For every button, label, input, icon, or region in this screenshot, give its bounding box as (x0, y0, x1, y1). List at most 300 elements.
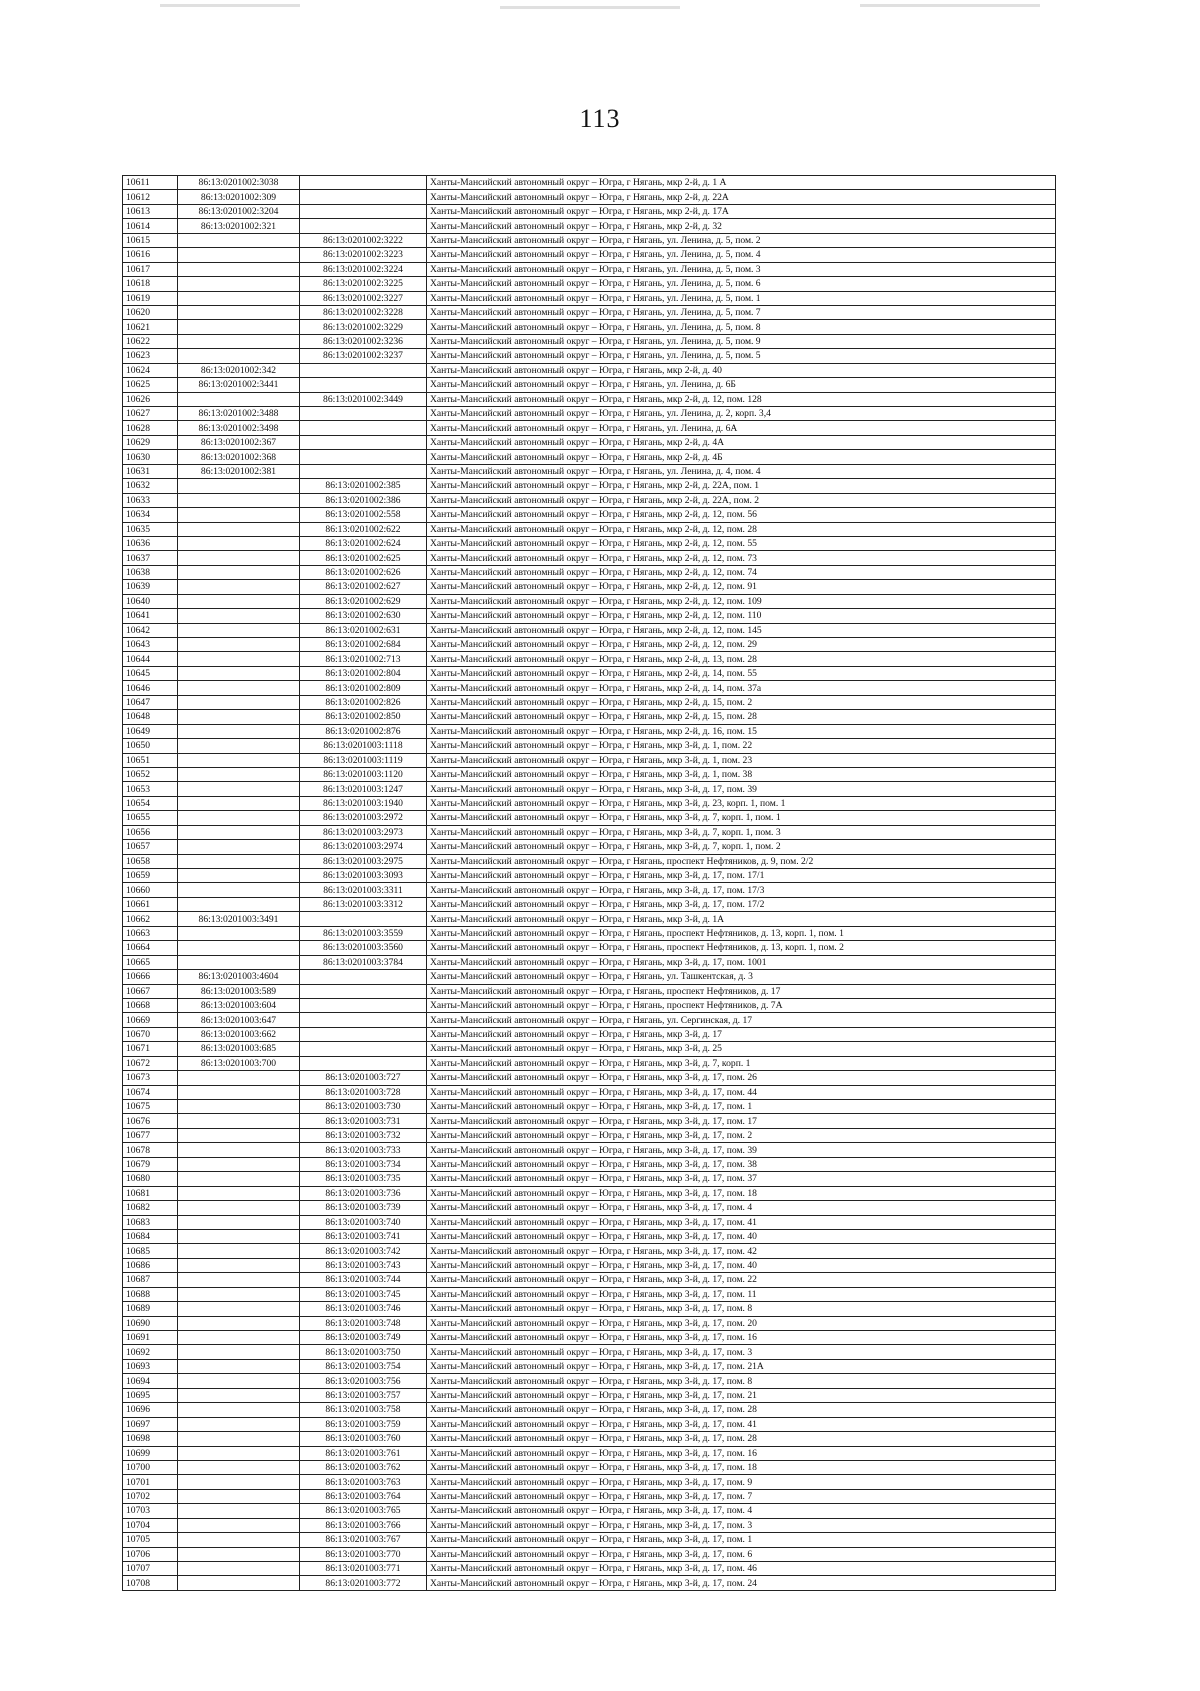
address-cell: Ханты-Мансийский автономный округ – Югра, г Нягань, мкр 2-й, д. 13, пом. 28 (427, 652, 1056, 666)
row-number-cell: 10653 (123, 782, 178, 796)
cadastral-number-land-cell: 86:13:0201002:368 (178, 450, 300, 464)
row-number-cell: 10688 (123, 1287, 178, 1301)
cadastral-number-premises-cell (300, 176, 427, 190)
address-cell: Ханты-Мансийский автономный округ – Югра, г Нягань, ул. Ленина, д. 6А (427, 421, 1056, 435)
address-cell: Ханты-Мансийский автономный округ – Югра, г Нягань, мкр 3-й, д. 7, корп. 1 (427, 1056, 1056, 1070)
address-cell: Ханты-Мансийский автономный округ – Югра, г Нягань, ул. Ленина, д. 6Б (427, 378, 1056, 392)
table-row (123, 1576, 1056, 1590)
address-cell: Ханты-Мансийский автономный округ – Югра, г Нягань, мкр 3-й, д. 17, пом. 6 (427, 1547, 1056, 1561)
cadastral-number-land-cell (178, 724, 300, 738)
row-number-cell: 10618 (123, 277, 178, 291)
row-number-cell: 10615 (123, 233, 178, 247)
cadastral-number-premises-cell: 86:13:0201003:732 (300, 1128, 427, 1142)
cadastral-number-premises-cell (300, 435, 427, 449)
cadastral-number-premises-cell: 86:13:0201002:630 (300, 609, 427, 623)
cadastral-number-premises-cell: 86:13:0201003:728 (300, 1085, 427, 1099)
cadastral-number-premises-cell: 86:13:0201002:625 (300, 551, 427, 565)
table-row (123, 522, 1056, 536)
cadastral-number-land-cell (178, 1302, 300, 1316)
cadastral-number-premises-cell: 86:13:0201002:3222 (300, 233, 427, 247)
table-row (123, 1128, 1056, 1142)
address-cell: Ханты-Мансийский автономный округ – Югра, г Нягань, ул. Ленина, д. 5, пом. 5 (427, 349, 1056, 363)
table-row (123, 1489, 1056, 1503)
cadastral-number-land-cell: 86:13:0201003:4604 (178, 970, 300, 984)
row-number-cell: 10639 (123, 580, 178, 594)
row-number-cell: 10622 (123, 334, 178, 348)
cadastral-number-land-cell (178, 536, 300, 550)
address-cell: Ханты-Мансийский автономный округ – Югра, г Нягань, проспект Нефтяников, д. 13, корп. 1, пом. 2 (427, 941, 1056, 955)
table-row (123, 1460, 1056, 1474)
cadastral-number-premises-cell: 86:13:0201003:3559 (300, 926, 427, 940)
cadastral-number-land-cell (178, 1359, 300, 1373)
cadastral-number-land-cell: 86:13:0201002:381 (178, 464, 300, 478)
cadastral-number-land-cell (178, 1287, 300, 1301)
table-row (123, 767, 1056, 781)
row-number-cell: 10685 (123, 1244, 178, 1258)
address-cell: Ханты-Мансийский автономный округ – Югра, г Нягань, мкр 2-й, д. 12, пом. 74 (427, 565, 1056, 579)
cadastral-number-land-cell (178, 739, 300, 753)
cadastral-number-premises-cell (300, 450, 427, 464)
row-number-cell: 10687 (123, 1273, 178, 1287)
cadastral-number-land-cell (178, 580, 300, 594)
cadastral-number-premises-cell: 86:13:0201003:761 (300, 1446, 427, 1460)
cadastral-number-premises-cell: 86:13:0201003:759 (300, 1417, 427, 1431)
address-cell: Ханты-Мансийский автономный округ – Югра, г Нягань, мкр 2-й, д. 12, пом. 29 (427, 638, 1056, 652)
row-number-cell: 10662 (123, 912, 178, 926)
page-number: 113 (579, 104, 621, 133)
table-row (123, 1562, 1056, 1576)
table-row (123, 1417, 1056, 1431)
cadastral-number-premises-cell: 86:13:0201003:771 (300, 1562, 427, 1576)
table-row (123, 1287, 1056, 1301)
table-row (123, 1143, 1056, 1157)
table-row (123, 176, 1056, 190)
row-number-cell: 10673 (123, 1071, 178, 1085)
address-cell: Ханты-Мансийский автономный округ – Югра, г Нягань, мкр 3-й, д. 17, пом. 18 (427, 1460, 1056, 1474)
cadastral-number-premises-cell (300, 1027, 427, 1041)
row-number-cell: 10664 (123, 941, 178, 955)
table-row (123, 1215, 1056, 1229)
cadastral-number-premises-cell: 86:13:0201003:765 (300, 1504, 427, 1518)
cadastral-number-premises-cell: 86:13:0201002:3449 (300, 392, 427, 406)
row-number-cell: 10647 (123, 695, 178, 709)
cadastral-number-land-cell (178, 1562, 300, 1576)
address-cell: Ханты-Мансийский автономный округ – Югра, г Нягань, проспект Нефтяников, д. 13, корп. 1, пом. 1 (427, 926, 1056, 940)
cadastral-number-premises-cell: 86:13:0201003:2975 (300, 854, 427, 868)
row-number-cell: 10629 (123, 435, 178, 449)
row-number-cell: 10672 (123, 1056, 178, 1070)
address-cell: Ханты-Мансийский автономный округ – Югра, г Нягань, ул. Сергинская, д. 17 (427, 1013, 1056, 1027)
table-row (123, 1316, 1056, 1330)
table-row (123, 753, 1056, 767)
table-row (123, 1331, 1056, 1345)
row-number-cell: 10633 (123, 493, 178, 507)
cadastral-number-premises-cell: 86:13:0201003:750 (300, 1345, 427, 1359)
cadastral-number-premises-cell (300, 407, 427, 421)
cadastral-number-premises-cell: 86:13:0201003:3311 (300, 883, 427, 897)
address-cell: Ханты-Мансийский автономный округ – Югра, г Нягань, ул. Ташкентская, д. 3 (427, 970, 1056, 984)
row-number-cell: 10676 (123, 1114, 178, 1128)
row-number-cell: 10640 (123, 594, 178, 608)
cadastral-number-land-cell (178, 609, 300, 623)
table-row (123, 724, 1056, 738)
row-number-cell: 10678 (123, 1143, 178, 1157)
cadastral-number-premises-cell: 86:13:0201003:739 (300, 1201, 427, 1215)
cadastral-number-land-cell (178, 479, 300, 493)
row-number-cell: 10632 (123, 479, 178, 493)
cadastral-number-premises-cell: 86:13:0201003:764 (300, 1489, 427, 1503)
cadastral-number-premises-cell: 86:13:0201003:766 (300, 1518, 427, 1532)
cadastral-number-land-cell (178, 811, 300, 825)
address-cell: Ханты-Мансийский автономный округ – Югра, г Нягань, мкр 3-й, д. 7, корп. 1, пом. 3 (427, 825, 1056, 839)
cadastral-number-premises-cell: 86:13:0201002:804 (300, 666, 427, 680)
table-row (123, 652, 1056, 666)
table-row (123, 493, 1056, 507)
address-cell: Ханты-Мансийский автономный округ – Югра, г Нягань, ул. Ленина, д. 5, пом. 4 (427, 248, 1056, 262)
cadastral-number-land-cell (178, 883, 300, 897)
cadastral-number-land-cell (178, 1157, 300, 1171)
address-cell: Ханты-Мансийский автономный округ – Югра, г Нягань, мкр 2-й, д. 12, пом. 91 (427, 580, 1056, 594)
cadastral-number-land-cell: 86:13:0201002:3441 (178, 378, 300, 392)
cadastral-number-land-cell (178, 1128, 300, 1142)
row-number-cell: 10637 (123, 551, 178, 565)
row-number-cell: 10686 (123, 1258, 178, 1272)
row-number-cell: 10631 (123, 464, 178, 478)
cadastral-number-land-cell: 86:13:0201003:685 (178, 1042, 300, 1056)
cadastral-number-premises-cell: 86:13:0201003:1119 (300, 753, 427, 767)
address-cell: Ханты-Мансийский автономный округ – Югра, г Нягань, проспект Нефтяников, д. 17 (427, 984, 1056, 998)
table-row (123, 479, 1056, 493)
table-row (123, 378, 1056, 392)
cadastral-number-land-cell (178, 681, 300, 695)
cadastral-number-land-cell (178, 248, 300, 262)
cadastral-number-land-cell (178, 1374, 300, 1388)
row-number-cell: 10666 (123, 970, 178, 984)
cadastral-number-land-cell (178, 233, 300, 247)
cadastral-number-land-cell: 86:13:0201003:589 (178, 984, 300, 998)
address-cell: Ханты-Мансийский автономный округ – Югра, г Нягань, мкр 2-й, д. 12, пом. 110 (427, 609, 1056, 623)
cadastral-number-premises-cell: 86:13:0201003:735 (300, 1172, 427, 1186)
cadastral-number-premises-cell: 86:13:0201003:3312 (300, 897, 427, 911)
cadastral-number-premises-cell (300, 378, 427, 392)
address-cell: Ханты-Мансийский автономный округ – Югра, г Нягань, мкр 2-й, д. 22А (427, 190, 1056, 204)
cadastral-number-land-cell (178, 305, 300, 319)
cadastral-number-land-cell: 86:13:0201002:3488 (178, 407, 300, 421)
cadastral-number-premises-cell (300, 1042, 427, 1056)
table-row (123, 912, 1056, 926)
row-number-cell: 10681 (123, 1186, 178, 1200)
table-row (123, 1013, 1056, 1027)
cadastral-number-premises-cell: 86:13:0201002:3237 (300, 349, 427, 363)
table-row (123, 277, 1056, 291)
address-cell: Ханты-Мансийский автономный округ – Югра, г Нягань, мкр 3-й, д. 7, корп. 1, пом. 1 (427, 811, 1056, 825)
table-row (123, 1229, 1056, 1243)
cadastral-number-land-cell (178, 1114, 300, 1128)
cadastral-number-land-cell (178, 1273, 300, 1287)
cadastral-number-land-cell (178, 796, 300, 810)
table-row (123, 1100, 1056, 1114)
cadastral-number-land-cell (178, 522, 300, 536)
cadastral-number-premises-cell: 86:13:0201003:730 (300, 1100, 427, 1114)
cadastral-number-premises-cell: 86:13:0201003:1940 (300, 796, 427, 810)
table-row (123, 926, 1056, 940)
cadastral-number-premises-cell (300, 464, 427, 478)
table-row (123, 883, 1056, 897)
row-number-cell: 10636 (123, 536, 178, 550)
row-number-cell: 10630 (123, 450, 178, 464)
row-number-cell: 10661 (123, 897, 178, 911)
cadastral-number-premises-cell: 86:13:0201003:744 (300, 1273, 427, 1287)
row-number-cell: 10638 (123, 565, 178, 579)
row-number-cell: 10696 (123, 1403, 178, 1417)
row-number-cell: 10657 (123, 840, 178, 854)
row-number-cell: 10648 (123, 710, 178, 724)
table-row (123, 1302, 1056, 1316)
row-number-cell: 10616 (123, 248, 178, 262)
row-number-cell: 10650 (123, 739, 178, 753)
row-number-cell: 10645 (123, 666, 178, 680)
cadastral-number-land-cell: 86:13:0201003:3491 (178, 912, 300, 926)
address-cell: Ханты-Мансийский автономный округ – Югра, г Нягань, мкр 3-й, д. 17, пом. 16 (427, 1331, 1056, 1345)
address-cell: Ханты-Мансийский автономный округ – Югра, г Нягань, мкр 2-й, д. 22А, пом. 1 (427, 479, 1056, 493)
table-row (123, 580, 1056, 594)
row-number-cell: 10644 (123, 652, 178, 666)
address-cell: Ханты-Мансийский автономный округ – Югра, г Нягань, мкр 3-й, д. 17, пом. 40 (427, 1258, 1056, 1272)
address-cell: Ханты-Мансийский автономный округ – Югра, г Нягань, мкр 3-й, д. 1, пом. 23 (427, 753, 1056, 767)
address-cell: Ханты-Мансийский автономный округ – Югра, г Нягань, ул. Ленина, д. 5, пом. 7 (427, 305, 1056, 319)
address-cell: Ханты-Мансийский автономный округ – Югра, г Нягань, мкр 2-й, д. 12, пом. 55 (427, 536, 1056, 550)
address-cell: Ханты-Мансийский автономный округ – Югра, г Нягань, мкр 3-й, д. 17, пом. 38 (427, 1157, 1056, 1171)
row-number-cell: 10624 (123, 363, 178, 377)
table-row (123, 1157, 1056, 1171)
table-row (123, 392, 1056, 406)
address-cell: Ханты-Мансийский автономный округ – Югра, г Нягань, мкр 2-й, д. 16, пом. 15 (427, 724, 1056, 738)
table-row (123, 840, 1056, 854)
registry-table-body (123, 176, 1056, 1591)
table-row (123, 869, 1056, 883)
cadastral-number-land-cell (178, 652, 300, 666)
cadastral-number-land-cell (178, 1331, 300, 1345)
cadastral-number-land-cell (178, 1576, 300, 1590)
address-cell: Ханты-Мансийский автономный округ – Югра, г Нягань, мкр 3-й, д. 17, пом. 16 (427, 1446, 1056, 1460)
row-number-cell: 10670 (123, 1027, 178, 1041)
row-number-cell: 10614 (123, 219, 178, 233)
cadastral-number-premises-cell: 86:13:0201002:876 (300, 724, 427, 738)
row-number-cell: 10705 (123, 1533, 178, 1547)
cadastral-number-premises-cell (300, 204, 427, 218)
table-row (123, 1533, 1056, 1547)
address-cell: Ханты-Мансийский автономный округ – Югра, г Нягань, мкр 3-й, д. 25 (427, 1042, 1056, 1056)
address-cell: Ханты-Мансийский автономный округ – Югра, г Нягань, мкр 3-й, д. 17, пом. 39 (427, 1143, 1056, 1157)
cadastral-number-premises-cell (300, 1013, 427, 1027)
cadastral-number-land-cell (178, 854, 300, 868)
address-cell: Ханты-Мансийский автономный округ – Югра, г Нягань, мкр 3-й, д. 17, пом. 18 (427, 1186, 1056, 1200)
cadastral-number-premises-cell: 86:13:0201003:772 (300, 1576, 427, 1590)
table-row (123, 1085, 1056, 1099)
address-cell: Ханты-Мансийский автономный округ – Югра, г Нягань, мкр 3-й, д. 17, пом. 17/2 (427, 897, 1056, 911)
row-number-cell: 10697 (123, 1417, 178, 1431)
cadastral-number-land-cell (178, 291, 300, 305)
cadastral-number-land-cell (178, 1100, 300, 1114)
row-number-cell: 10679 (123, 1157, 178, 1171)
table-row (123, 594, 1056, 608)
cadastral-number-premises-cell: 86:13:0201002:558 (300, 508, 427, 522)
cadastral-number-premises-cell: 86:13:0201003:770 (300, 1547, 427, 1561)
cadastral-number-land-cell (178, 1475, 300, 1489)
address-cell: Ханты-Мансийский автономный округ – Югра, г Нягань, мкр 2-й, д. 17А (427, 204, 1056, 218)
cadastral-number-premises-cell: 86:13:0201003:757 (300, 1388, 427, 1402)
address-cell: Ханты-Мансийский автономный округ – Югра, г Нягань, мкр 3-й, д. 17, пом. 41 (427, 1215, 1056, 1229)
address-cell: Ханты-Мансийский автономный округ – Югра, г Нягань, мкр 2-й, д. 1 А (427, 176, 1056, 190)
row-number-cell: 10626 (123, 392, 178, 406)
row-number-cell: 10691 (123, 1331, 178, 1345)
row-number-cell: 10693 (123, 1359, 178, 1373)
row-number-cell: 10695 (123, 1388, 178, 1402)
table-row (123, 1071, 1056, 1085)
row-number-cell: 10700 (123, 1460, 178, 1474)
address-cell: Ханты-Мансийский автономный округ – Югра, г Нягань, мкр 3-й, д. 17, пом. 28 (427, 1403, 1056, 1417)
cadastral-number-land-cell (178, 1432, 300, 1446)
table-row (123, 941, 1056, 955)
table-row (123, 666, 1056, 680)
cadastral-number-premises-cell: 86:13:0201003:741 (300, 1229, 427, 1243)
row-number-cell: 10627 (123, 407, 178, 421)
cadastral-number-land-cell (178, 825, 300, 839)
row-number-cell: 10668 (123, 998, 178, 1012)
cadastral-number-land-cell (178, 508, 300, 522)
cadastral-number-land-cell: 86:13:0201003:662 (178, 1027, 300, 1041)
cadastral-number-land-cell (178, 695, 300, 709)
cadastral-number-land-cell (178, 941, 300, 955)
address-cell: Ханты-Мансийский автономный округ – Югра, г Нягань, ул. Ленина, д. 5, пом. 9 (427, 334, 1056, 348)
table-row (123, 970, 1056, 984)
cadastral-number-premises-cell: 86:13:0201003:756 (300, 1374, 427, 1388)
table-row (123, 508, 1056, 522)
cadastral-number-premises-cell: 86:13:0201002:386 (300, 493, 427, 507)
cadastral-number-premises-cell: 86:13:0201002:713 (300, 652, 427, 666)
address-cell: Ханты-Мансийский автономный округ – Югра, г Нягань, мкр 3-й, д. 17, пом. 44 (427, 1085, 1056, 1099)
row-number-cell: 10621 (123, 320, 178, 334)
cadastral-number-premises-cell: 86:13:0201002:385 (300, 479, 427, 493)
table-row (123, 1359, 1056, 1373)
cadastral-number-land-cell: 86:13:0201002:342 (178, 363, 300, 377)
address-cell: Ханты-Мансийский автономный округ – Югра, г Нягань, мкр 2-й, д. 15, пом. 2 (427, 695, 1056, 709)
cadastral-number-land-cell (178, 955, 300, 969)
table-row (123, 262, 1056, 276)
address-cell: Ханты-Мансийский автономный округ – Югра, г Нягань, мкр 3-й, д. 17, пом. 28 (427, 1432, 1056, 1446)
cadastral-number-land-cell (178, 1316, 300, 1330)
cadastral-number-premises-cell: 86:13:0201003:746 (300, 1302, 427, 1316)
cadastral-number-land-cell (178, 551, 300, 565)
cadastral-number-premises-cell: 86:13:0201002:622 (300, 522, 427, 536)
row-number-cell: 10656 (123, 825, 178, 839)
table-row (123, 854, 1056, 868)
cadastral-number-land-cell (178, 334, 300, 348)
cadastral-number-premises-cell: 86:13:0201002:626 (300, 565, 427, 579)
row-number-cell: 10703 (123, 1504, 178, 1518)
cadastral-number-premises-cell (300, 912, 427, 926)
cadastral-number-land-cell (178, 1388, 300, 1402)
cadastral-number-premises-cell: 86:13:0201003:742 (300, 1244, 427, 1258)
table-row (123, 450, 1056, 464)
cadastral-number-premises-cell: 86:13:0201003:745 (300, 1287, 427, 1301)
table-row (123, 204, 1056, 218)
address-cell: Ханты-Мансийский автономный округ – Югра, г Нягань, мкр 3-й, д. 17, пом. 37 (427, 1172, 1056, 1186)
cadastral-number-premises-cell: 86:13:0201002:3225 (300, 277, 427, 291)
cadastral-number-premises-cell: 86:13:0201003:749 (300, 1331, 427, 1345)
row-number-cell: 10628 (123, 421, 178, 435)
cadastral-number-premises-cell: 86:13:0201002:684 (300, 638, 427, 652)
table-row (123, 248, 1056, 262)
cadastral-number-land-cell: 86:13:0201002:3498 (178, 421, 300, 435)
cadastral-number-land-cell: 86:13:0201002:321 (178, 219, 300, 233)
cadastral-number-premises-cell (300, 970, 427, 984)
row-number-cell: 10643 (123, 638, 178, 652)
cadastral-number-premises-cell: 86:13:0201002:826 (300, 695, 427, 709)
table-row (123, 464, 1056, 478)
cadastral-number-premises-cell: 86:13:0201003:1120 (300, 767, 427, 781)
address-cell: Ханты-Мансийский автономный округ – Югра, г Нягань, мкр 3-й, д. 17, пом. 4 (427, 1504, 1056, 1518)
table-row (123, 1042, 1056, 1056)
cadastral-number-premises-cell: 86:13:0201003:3560 (300, 941, 427, 955)
cadastral-number-premises-cell: 86:13:0201003:743 (300, 1258, 427, 1272)
cadastral-number-land-cell (178, 1244, 300, 1258)
cadastral-number-land-cell (178, 277, 300, 291)
table-row (123, 825, 1056, 839)
cadastral-number-land-cell (178, 349, 300, 363)
table-row (123, 739, 1056, 753)
row-number-cell: 10660 (123, 883, 178, 897)
address-cell: Ханты-Мансийский автономный округ – Югра, г Нягань, ул. Ленина, д. 5, пом. 1 (427, 291, 1056, 305)
address-cell: Ханты-Мансийский автономный округ – Югра, г Нягань, мкр 3-й, д. 17, пом. 17 (427, 1114, 1056, 1128)
table-row (123, 1374, 1056, 1388)
row-number-cell: 10623 (123, 349, 178, 363)
scan-artifact (500, 6, 680, 9)
cadastral-number-premises-cell: 86:13:0201002:627 (300, 580, 427, 594)
address-cell: Ханты-Мансийский автономный округ – Югра, г Нягань, мкр 3-й, д. 17, пом. 3 (427, 1345, 1056, 1359)
row-number-cell: 10667 (123, 984, 178, 998)
table-row (123, 291, 1056, 305)
address-cell: Ханты-Мансийский автономный округ – Югра, г Нягань, мкр 2-й, д. 22А, пом. 2 (427, 493, 1056, 507)
cadastral-number-land-cell (178, 1201, 300, 1215)
cadastral-number-premises-cell (300, 998, 427, 1012)
table-row (123, 536, 1056, 550)
row-number-cell: 10635 (123, 522, 178, 536)
scan-artifact (860, 4, 1040, 7)
address-cell: Ханты-Мансийский автономный округ – Югра, г Нягань, мкр 3-й, д. 17 (427, 1027, 1056, 1041)
table-row (123, 421, 1056, 435)
address-cell: Ханты-Мансийский автономный округ – Югра, г Нягань, мкр 2-й, д. 12, пом. 56 (427, 508, 1056, 522)
address-cell: Ханты-Мансийский автономный округ – Югра, г Нягань, мкр 3-й, д. 7, корп. 1, пом. 2 (427, 840, 1056, 854)
table-row (123, 609, 1056, 623)
row-number-cell: 10692 (123, 1345, 178, 1359)
address-cell: Ханты-Мансийский автономный округ – Югра, г Нягань, мкр 2-й, д. 12, пом. 109 (427, 594, 1056, 608)
address-cell: Ханты-Мансийский автономный округ – Югра, г Нягань, мкр 3-й, д. 17, пом. 1001 (427, 955, 1056, 969)
table-row (123, 551, 1056, 565)
table-row (123, 998, 1056, 1012)
cadastral-number-land-cell (178, 1504, 300, 1518)
address-cell: Ханты-Мансийский автономный округ – Югра, г Нягань, мкр 3-й, д. 17, пом. 21 (427, 1388, 1056, 1402)
cadastral-number-premises-cell: 86:13:0201003:762 (300, 1460, 427, 1474)
cadastral-number-land-cell (178, 392, 300, 406)
address-cell: Ханты-Мансийский автономный округ – Югра, г Нягань, мкр 3-й, д. 17, пом. 4 (427, 1201, 1056, 1215)
cadastral-number-land-cell (178, 753, 300, 767)
table-row (123, 363, 1056, 377)
row-number-cell: 10677 (123, 1128, 178, 1142)
cadastral-number-land-cell (178, 565, 300, 579)
row-number-cell: 10663 (123, 926, 178, 940)
cadastral-number-land-cell (178, 594, 300, 608)
